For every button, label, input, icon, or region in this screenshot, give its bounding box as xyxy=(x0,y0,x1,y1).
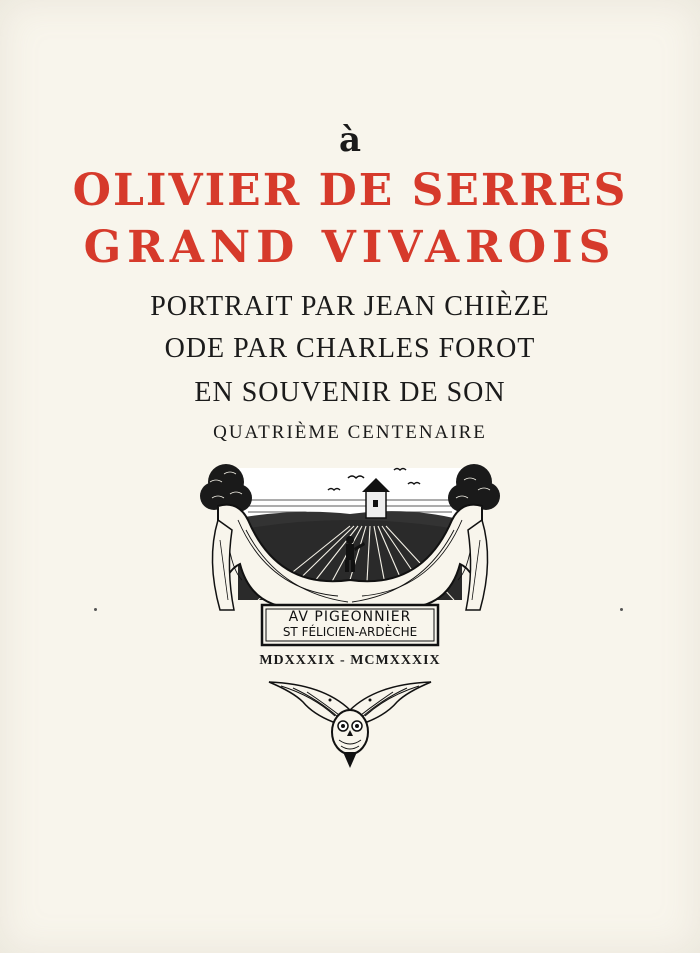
owl-with-spread-wings-icon xyxy=(263,670,437,770)
imprint-plate xyxy=(263,609,437,639)
title-line-1: OLIVIER DE SERRES xyxy=(72,165,628,216)
imprint-line-1: AV PIGEONNIER xyxy=(288,609,412,625)
imprint-line-2: ST FÉLICIEN-ARDÈCHE xyxy=(282,625,418,639)
margin-mark xyxy=(94,608,97,611)
margin-mark xyxy=(620,608,623,611)
subtitle-souvenir: EN SOUVENIR DE SON xyxy=(194,377,506,408)
dedication: à xyxy=(338,120,362,160)
title-line-2: GRAND VIVAROIS xyxy=(83,222,617,273)
subtitle-portrait: PORTRAIT PAR JEAN CHIÈZE xyxy=(150,291,550,322)
subtitle-ode: ODE PAR CHARLES FOROT xyxy=(164,333,536,364)
subtitle-centenaire: QUATRIÈME CENTENAIRE xyxy=(213,422,487,443)
dates: MDXXXIX - MCMXXXIX xyxy=(259,653,441,668)
